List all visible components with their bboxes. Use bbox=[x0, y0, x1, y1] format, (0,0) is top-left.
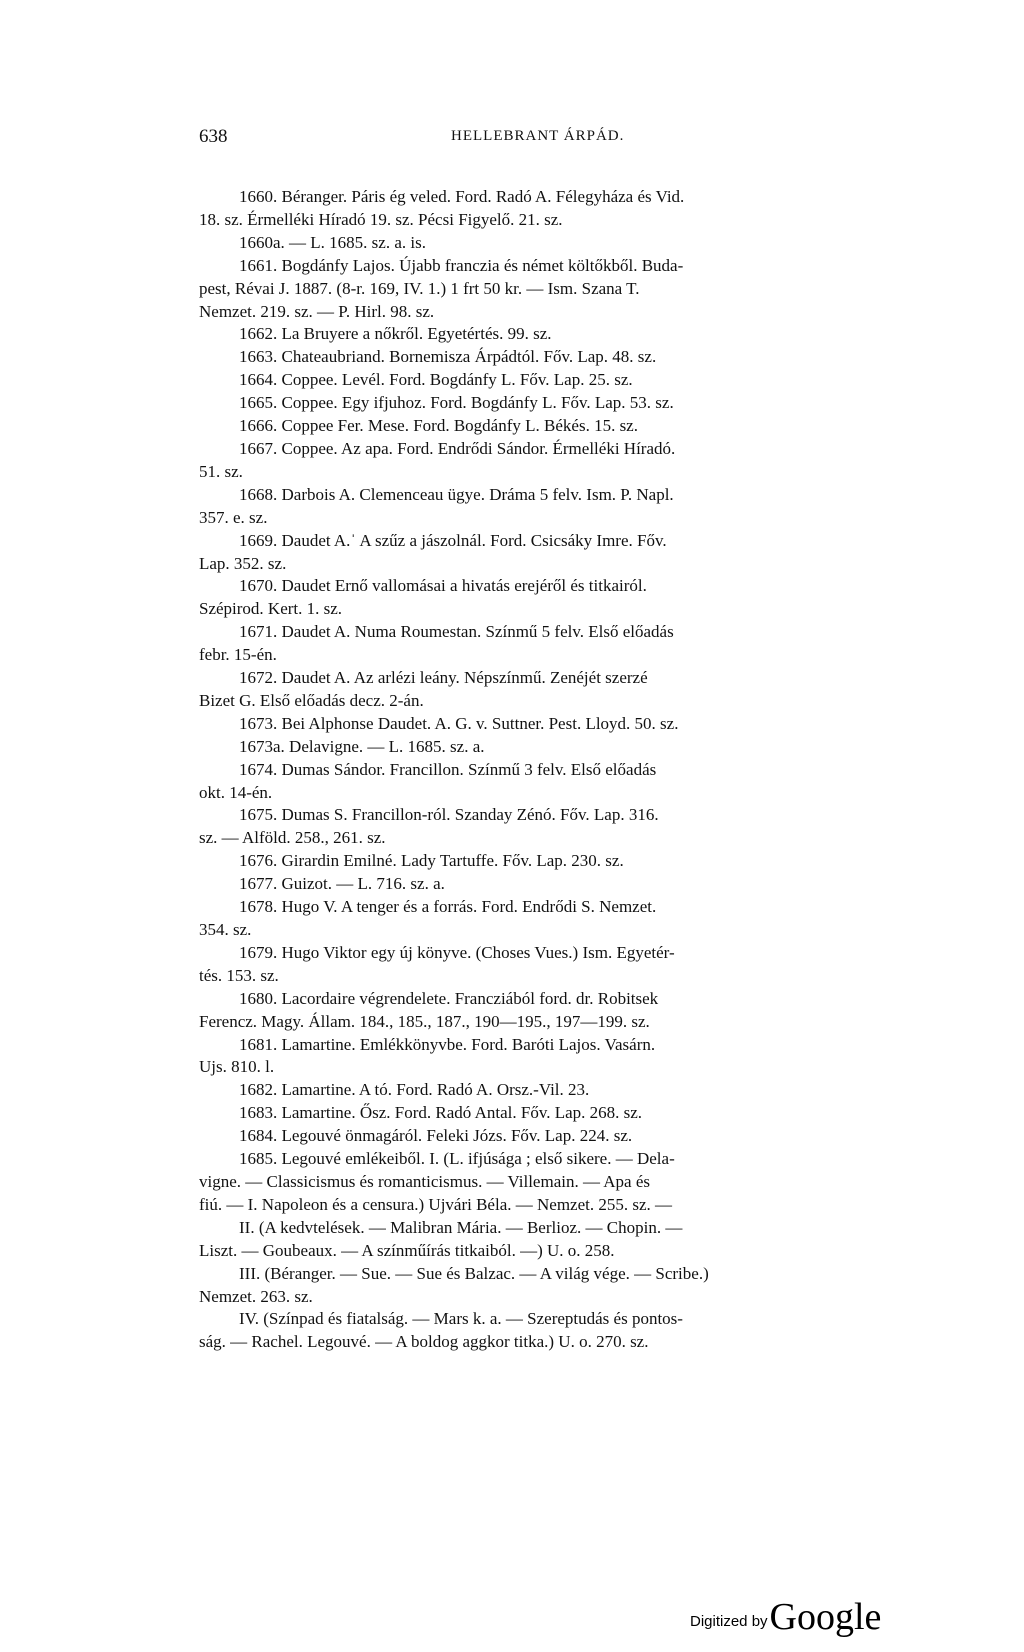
bibliography-entry bbox=[199, 232, 929, 255]
entry-continuation-line bbox=[199, 598, 929, 621]
entry-text: Lap. 352. sz. bbox=[199, 553, 287, 573]
entry-text: Nemzet. 219. sz. — P. Hirl. 98. sz. bbox=[199, 301, 435, 321]
entry-continuation-line bbox=[199, 461, 929, 484]
entry-first-line bbox=[199, 896, 929, 919]
entry-text: fiú. — I. Napoleon és a censura.) Ujvári Béla. — Nemzet. 255. sz. — bbox=[199, 1194, 673, 1214]
entry-first-line bbox=[199, 873, 929, 896]
bibliography-entry bbox=[199, 530, 929, 576]
bibliography-entry bbox=[199, 942, 929, 988]
entry-text: 1664. Coppee. Levél. Ford. Bogdánfy L. Főv. Lap. 25. sz. bbox=[239, 370, 633, 390]
entry-first-line bbox=[199, 392, 929, 415]
entry-first-line bbox=[199, 736, 929, 759]
entry-first-line bbox=[199, 1125, 929, 1148]
entry-text: 1661. Bogdánfy Lajos. Újabb franczia és német költőkből. Buda- bbox=[239, 255, 684, 275]
entry-list bbox=[199, 186, 929, 1354]
entry-first-line bbox=[199, 713, 929, 736]
bibliography-entry bbox=[199, 323, 929, 346]
entry-continuation-line bbox=[199, 1011, 929, 1034]
entry-first-line bbox=[199, 415, 929, 438]
bibliography-entry bbox=[199, 415, 929, 438]
entry-text: 1680. Lacordaire végrendelete. Francziából ford. dr. Robitsek bbox=[239, 988, 659, 1008]
entry-text: sz. — Alföld. 258., 261. sz. bbox=[199, 828, 386, 848]
entry-text: tés. 153. sz. bbox=[199, 965, 279, 985]
entry-text: 1663. Chateaubriand. Bornemisza Árpádtól. Főv. Lap. 48. sz. bbox=[239, 347, 657, 367]
entry-first-line bbox=[199, 1102, 929, 1125]
bibliography-entry bbox=[199, 850, 929, 873]
entry-text: 357. e. sz. bbox=[199, 507, 268, 527]
entry-first-line bbox=[199, 804, 929, 827]
bibliography-entry bbox=[199, 186, 929, 232]
entry-text: 1685. Legouvé emlékeiből. I. (L. ifjúsága ; első sikere. — Dela- bbox=[239, 1149, 675, 1169]
entry-continuation-line bbox=[199, 209, 929, 232]
entry-continuation-line bbox=[199, 1217, 929, 1240]
entry-first-line bbox=[199, 369, 929, 392]
bibliography-entry bbox=[199, 346, 929, 369]
entry-text: 1679. Hugo Viktor egy új könyve. (Choses Vues.) Ism. Egyetér- bbox=[239, 942, 675, 962]
bibliography-entry bbox=[199, 1034, 929, 1080]
entry-continuation-line bbox=[199, 1286, 929, 1309]
entry-text: Szépirod. Kert. 1. sz. bbox=[199, 599, 343, 619]
entry-first-line bbox=[199, 988, 929, 1011]
bibliography-entry bbox=[199, 255, 929, 324]
bibliography-entry bbox=[199, 988, 929, 1034]
bibliography-entry bbox=[199, 1148, 929, 1354]
bibliography-entry bbox=[199, 804, 929, 850]
entry-text: 1675. Dumas S. Francillon-ról. Szanday Zénó. Főv. Lap. 316. bbox=[239, 805, 659, 825]
entry-continuation-line bbox=[199, 301, 929, 324]
entry-continuation-line bbox=[199, 1194, 929, 1217]
entry-text: Bizet G. Első előadás decz. 2-án. bbox=[199, 690, 424, 710]
entry-text: Nemzet. 263. sz. bbox=[199, 1286, 313, 1306]
entry-first-line bbox=[199, 575, 929, 598]
entry-text: 1674. Dumas Sándor. Francillon. Színmű 3 felv. Első előadás bbox=[239, 759, 657, 779]
entry-continuation-line bbox=[199, 1331, 929, 1354]
entry-continuation-line bbox=[199, 278, 929, 301]
bibliography-entry bbox=[199, 873, 929, 896]
entry-text: 1684. Legouvé önmagáról. Feleki Józs. Főv. Lap. 224. sz. bbox=[239, 1126, 633, 1146]
entry-first-line bbox=[199, 232, 929, 255]
entry-continuation-line bbox=[199, 507, 929, 530]
bibliography-entry bbox=[199, 1079, 929, 1102]
bibliography-entry bbox=[199, 896, 929, 942]
entry-first-line bbox=[199, 530, 929, 553]
entry-continuation-line bbox=[199, 1056, 929, 1079]
entry-text: 1670. Daudet Ernő vallomásai a hivatás erejéről és titkairól. bbox=[239, 576, 647, 596]
entry-text: 1660a. — L. 1685. sz. a. is. bbox=[239, 232, 426, 252]
entry-first-line bbox=[199, 186, 929, 209]
bibliography-entry bbox=[199, 621, 929, 667]
google-logo: Google bbox=[769, 1596, 882, 1638]
entry-text: 1673. Bei Alphonse Daudet. A. G. v. Suttner. Pest. Lloyd. 50. sz. bbox=[239, 713, 679, 733]
entry-continuation-line bbox=[199, 690, 929, 713]
entry-continuation-line bbox=[199, 553, 929, 576]
bibliography-entry bbox=[199, 713, 929, 736]
entry-first-line bbox=[199, 438, 929, 461]
entry-text: 1672. Daudet A. Az arlézi leány. Népszínmű. Zenéjét szerzé bbox=[239, 668, 648, 688]
entry-first-line bbox=[199, 1079, 929, 1102]
entry-text: 354. sz. bbox=[199, 920, 252, 939]
entry-text: IV. (Színpad és fiatalság. — Mars k. a. — Szereptudás és pontos- bbox=[239, 1309, 683, 1329]
entry-continuation-line bbox=[199, 1171, 929, 1194]
entry-text: 1669. Daudet A.ˈ A szűz a jászolnál. Ford. Csicsáky Imre. Főv. bbox=[239, 530, 667, 550]
entry-first-line bbox=[199, 850, 929, 873]
entry-continuation-line bbox=[199, 782, 929, 805]
entry-text: 18. sz. Érmelléki Híradó 19. sz. Pécsi Figyelő. 21. sz. bbox=[199, 209, 563, 229]
entry-text: 1673a. Delavigne. — L. 1685. sz. a. bbox=[239, 736, 485, 756]
entry-text: 1660. Béranger. Páris ég veled. Ford. Radó A. Félegyháza és Vid. bbox=[239, 187, 685, 206]
entry-first-line bbox=[199, 942, 929, 965]
entry-text: 51. sz. bbox=[199, 461, 243, 481]
entry-text: 1677. Guizot. — L. 716. sz. a. bbox=[239, 874, 445, 894]
entry-text: 1683. Lamartine. Ősz. Ford. Radó Antal. Főv. Lap. 268. sz. bbox=[239, 1103, 643, 1123]
entry-text: 1681. Lamartine. Emlékkönyvbe. Ford. Baróti Lajos. Vasárn. bbox=[239, 1034, 656, 1054]
entry-first-line bbox=[199, 667, 929, 690]
entry-text: febr. 15-én. bbox=[199, 645, 277, 665]
bibliography-entry bbox=[199, 667, 929, 713]
bibliography-entry bbox=[199, 392, 929, 415]
entry-text: II. (A kedvtelések. — Malibran Mária. — Berlioz. — Chopin. — bbox=[239, 1217, 683, 1237]
running-head: HELLEBRANT ÁRPÁD. bbox=[451, 128, 625, 144]
bibliography-entry bbox=[199, 1102, 929, 1125]
entry-text: 1682. Lamartine. A tó. Ford. Radó A. Orsz.-Vil. 23. bbox=[239, 1080, 590, 1100]
entry-continuation-line bbox=[199, 1308, 929, 1331]
bibliography-entry bbox=[199, 369, 929, 392]
entry-text: 1662. La Bruyere a nőkről. Egyetértés. 99. sz. bbox=[239, 324, 552, 344]
entry-continuation-line bbox=[199, 1263, 929, 1286]
bibliography-entry bbox=[199, 484, 929, 530]
entry-first-line bbox=[199, 1148, 929, 1171]
entry-text: 1667. Coppee. Az apa. Ford. Endrődi Sándor. Érmelléki Híradó. bbox=[239, 438, 676, 458]
entry-continuation-line bbox=[199, 965, 929, 988]
entry-text: ság. — Rachel. Legouvé. — A boldog aggkor titka.) U. o. 270. sz. bbox=[199, 1332, 649, 1352]
entry-continuation-line bbox=[199, 919, 929, 942]
page-header bbox=[199, 126, 855, 156]
entry-continuation-line bbox=[199, 1240, 929, 1263]
entry-text: okt. 14-én. bbox=[199, 782, 273, 802]
entry-first-line bbox=[199, 759, 929, 782]
entry-continuation-line bbox=[199, 827, 929, 850]
entry-text: Liszt. — Goubeaux. — A színműírás titkaiból. —) U. o. 258. bbox=[199, 1240, 615, 1260]
digitized-watermark bbox=[690, 1596, 881, 1636]
entry-text: Ferencz. Magy. Állam. 184., 185., 187., 190—195., 197—199. sz. bbox=[199, 1011, 650, 1031]
entry-first-line bbox=[199, 1034, 929, 1057]
digitized-by-label: Digitized by bbox=[690, 1613, 768, 1630]
page-number: 638 bbox=[199, 126, 228, 147]
bibliography-entry bbox=[199, 575, 929, 621]
entry-text: vigne. — Classicismus és romanticismus. — Villemain. — Apa és bbox=[199, 1171, 651, 1191]
entry-text: 1665. Coppee. Egy ifjuhoz. Ford. Bogdánfy L. Főv. Lap. 53. sz. bbox=[239, 393, 674, 413]
entry-first-line bbox=[199, 346, 929, 369]
entry-text: 1671. Daudet A. Numa Roumestan. Színmű 5 felv. Első előadás bbox=[239, 622, 674, 642]
entry-first-line bbox=[199, 323, 929, 346]
entry-continuation-line bbox=[199, 644, 929, 667]
entry-text: 1678. Hugo V. A tenger és a forrás. Ford. Endrődi S. Nemzet. bbox=[239, 897, 657, 917]
entry-text: 1676. Girardin Emilné. Lady Tartuffe. Főv. Lap. 230. sz. bbox=[239, 851, 624, 871]
entry-first-line bbox=[199, 621, 929, 644]
entry-first-line bbox=[199, 255, 929, 278]
entry-text: pest, Révai J. 1887. (8-r. 169, IV. 1.) 1 frt 50 kr. — Ism. Szana T. bbox=[199, 278, 640, 298]
entry-text: III. (Béranger. — Sue. — Sue és Balzac. — A világ vége. — Scribe.) bbox=[239, 1263, 709, 1283]
entry-text: Ujs. 810. l. bbox=[199, 1057, 275, 1077]
bibliography-entry bbox=[199, 438, 929, 484]
entry-first-line bbox=[199, 484, 929, 507]
entry-text: 1668. Darbois A. Clemenceau ügye. Dráma 5 felv. Ism. P. Napl. bbox=[239, 484, 674, 504]
entry-text: 1666. Coppee Fer. Mese. Ford. Bogdánfy L. Békés. 15. sz. bbox=[239, 416, 638, 436]
bibliography-entry bbox=[199, 1125, 929, 1148]
bibliography-entry bbox=[199, 736, 929, 759]
bibliography-entry bbox=[199, 759, 929, 805]
